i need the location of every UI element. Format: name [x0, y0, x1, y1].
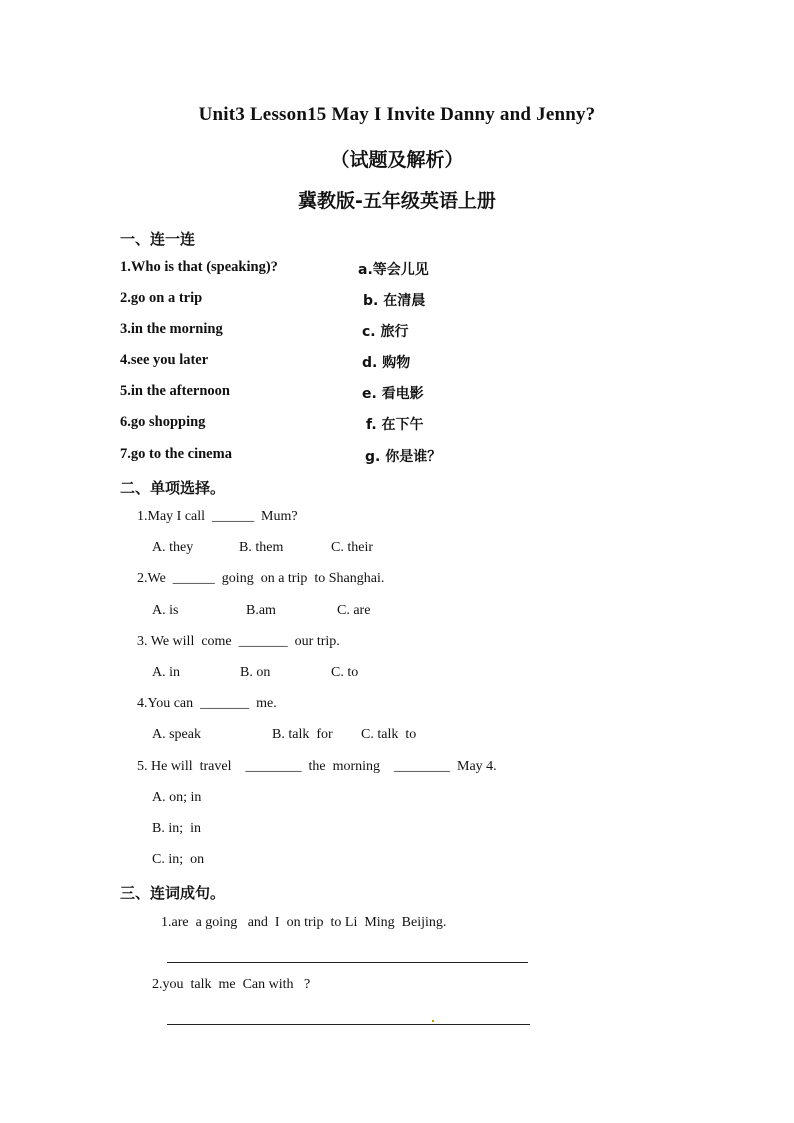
- match-row: [120, 383, 620, 403]
- reorder-question: 1.are a going and I on trip to Li Ming Beijing.: [161, 915, 447, 930]
- match-left: 1.Who is that (speaking)?: [120, 259, 278, 275]
- section3-heading: 三、连词成句。: [120, 884, 226, 902]
- mc-question: 3. We will come _______ our trip.: [137, 634, 340, 649]
- match-right: e. 看电影: [362, 386, 424, 402]
- mc-option-b: B.am: [246, 603, 276, 618]
- match-right: a.等会儿见: [358, 262, 429, 278]
- match-right: g. 你是谁？: [365, 449, 442, 465]
- worksheet-subtitle: （试题及解析）: [330, 149, 464, 171]
- match-right: c. 旅行: [362, 324, 409, 340]
- mc-option-b: B. on: [240, 665, 271, 680]
- match-left: 3.in the morning: [120, 321, 223, 337]
- match-row: [120, 414, 620, 434]
- mc-question: 2.We ______ going on a trip to Shanghai.: [137, 571, 385, 586]
- mc-question: 5. He will travel ________ the morning ________ May 4.: [137, 759, 497, 774]
- match-right: b. 在清晨: [363, 293, 426, 309]
- mc-option-c: C. their: [331, 540, 373, 555]
- ink-dot: [432, 1020, 434, 1022]
- mc-option-a: A. speak: [152, 727, 201, 742]
- match-row: [120, 352, 620, 372]
- mc-option-c: C. in; on: [152, 852, 205, 867]
- match-row: [120, 321, 620, 341]
- mc-option-b: B. them: [239, 540, 284, 555]
- worksheet-publisher-grade: 冀教版-五年级英语上册: [298, 190, 496, 212]
- mc-question: 4.You can _______ me.: [137, 696, 277, 711]
- match-row: [120, 259, 620, 279]
- mc-question: 1.May I call ______ Mum?: [137, 509, 298, 524]
- match-left: 5.in the afternoon: [120, 383, 230, 399]
- mc-option-a: A. is: [152, 603, 179, 618]
- match-left: 4.see you later: [120, 352, 209, 368]
- mc-option-a: A. on; in: [152, 790, 202, 805]
- match-right: f. 在下午: [366, 417, 424, 433]
- mc-option-c: C. are: [337, 603, 371, 618]
- match-left: 6.go shopping: [120, 414, 206, 430]
- section1-heading: 一、连一连: [120, 230, 196, 248]
- mc-option-c: C. talk to: [361, 727, 417, 742]
- mc-option-a: A. they: [152, 540, 194, 555]
- match-right: d. 购物: [362, 355, 411, 371]
- reorder-question: 2.you talk me Can with ?: [152, 977, 311, 992]
- worksheet-title: Unit3 Lesson15 May I Invite Danny and Jenny?: [198, 104, 596, 125]
- mc-option-b: B. talk for: [272, 727, 333, 742]
- mc-option-c: C. to: [331, 665, 359, 680]
- match-row: [120, 290, 620, 310]
- answer-line[interactable]: [167, 962, 528, 963]
- match-left: 2.go on a trip: [120, 290, 203, 306]
- section2-heading: 二、单项选择。: [120, 479, 226, 497]
- mc-option-a: A. in: [152, 665, 180, 680]
- answer-line[interactable]: [167, 1024, 530, 1025]
- mc-option-b: B. in; in: [152, 821, 202, 836]
- match-left: 7.go to the cinema: [120, 446, 232, 462]
- match-row: [120, 446, 620, 466]
